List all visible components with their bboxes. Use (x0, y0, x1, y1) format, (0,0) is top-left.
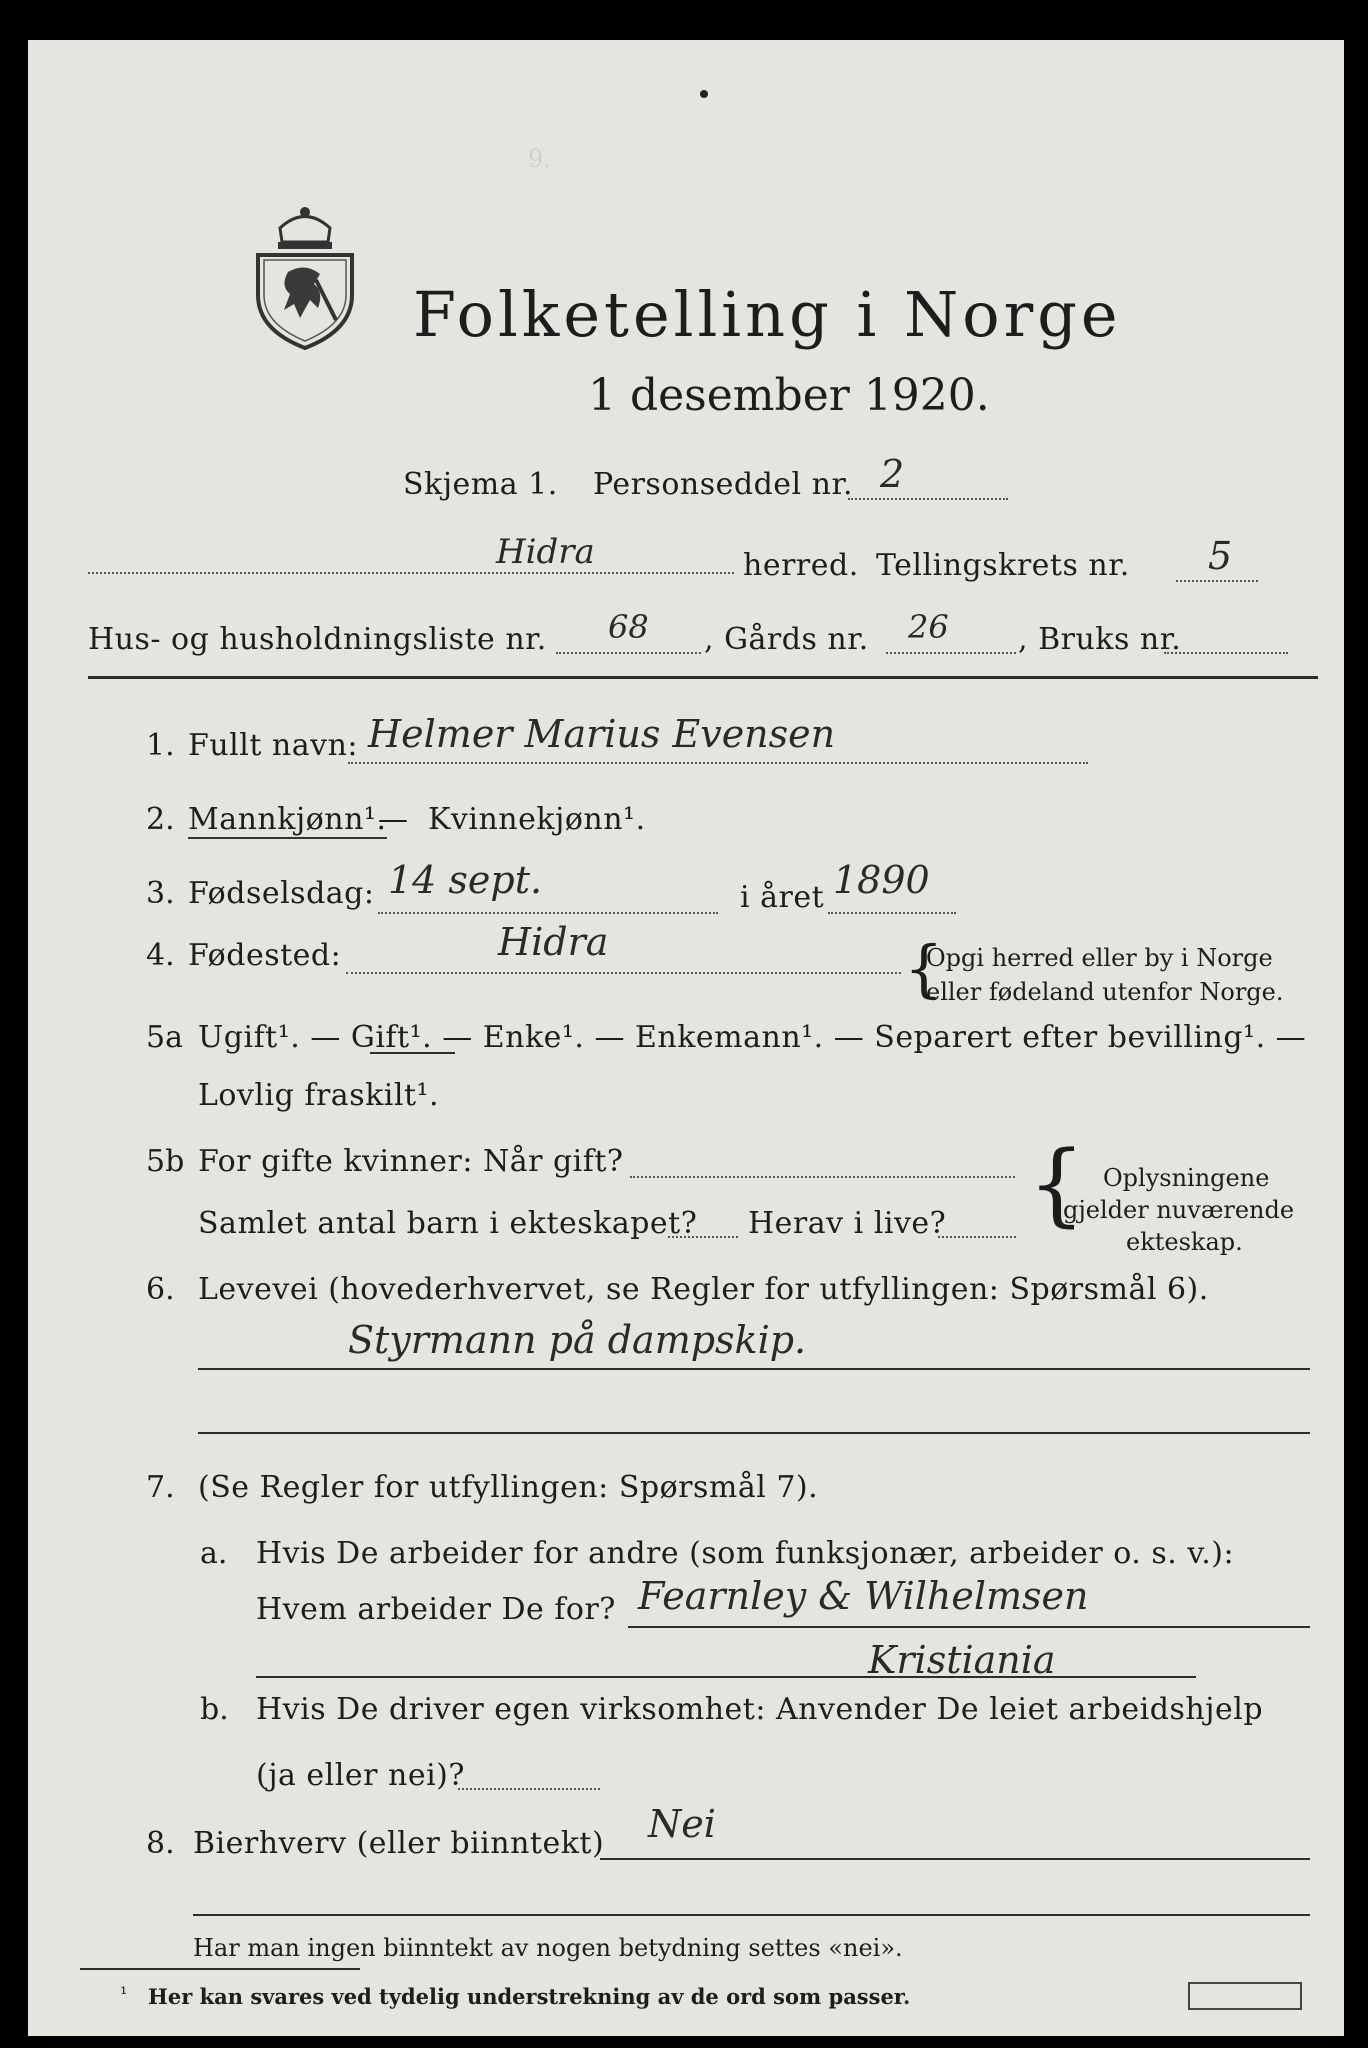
tellingskrets-label: Tellingskrets nr. (876, 548, 1130, 583)
q7b-line2: (ja eller nei)? (256, 1758, 465, 1793)
footnote-divider (80, 1968, 360, 1970)
q4-brace: { (904, 932, 944, 1005)
year-dotted-line (828, 912, 956, 914)
q8-line2 (193, 1914, 1310, 1916)
q5a-number: 5a (146, 1020, 183, 1055)
q4-label: Fødested: (188, 938, 342, 973)
gift-underline (370, 1052, 455, 1054)
q4-note-line1: Opgi herred eller by i Norge (926, 944, 1273, 972)
q3-dotted-line (378, 912, 718, 914)
marital-status-divorced[interactable]: Lovlig fraskilt¹. (198, 1078, 440, 1113)
q5b-note1: Oplysningene (1103, 1164, 1270, 1192)
q1-label: Fullt navn: (188, 728, 359, 763)
hus-label: Hus- og husholdningsliste nr. (88, 622, 547, 657)
employer-line1 (628, 1626, 1310, 1628)
q7b-line1: Hvis De driver egen virksomhet: Anvender De leiet arbeidshjelp (256, 1692, 1264, 1727)
gards-dotted-line (886, 652, 1016, 654)
q4-dotted-line (346, 972, 901, 974)
year-label: i året (740, 880, 825, 915)
form-date: 1 desember 1920. (588, 370, 990, 421)
hus-value[interactable]: 68 (608, 608, 649, 646)
birthplace-value[interactable]: Hidra (498, 920, 609, 964)
q6-line1 (198, 1368, 1310, 1370)
q7b-number: b. (200, 1692, 229, 1727)
birth-year-value[interactable]: 1890 (833, 858, 930, 902)
q1-number: 1. (146, 728, 175, 763)
side-income-value[interactable]: Nei (648, 1802, 716, 1846)
full-name-value[interactable]: Helmer Marius Evensen (368, 712, 836, 756)
q5b-line1: For gifte kvinner: Når gift? (198, 1144, 624, 1179)
herred-value[interactable]: Hidra (496, 532, 595, 572)
female-option[interactable]: Kvinnekjønn¹. (428, 802, 646, 837)
footnote-mark: ¹ (120, 1984, 128, 2005)
q5b-children-label: Samlet antal barn i ekteskapet? (198, 1206, 698, 1241)
q7b-dotted-line (458, 1788, 600, 1790)
q4-number: 4. (146, 938, 175, 973)
bleed-through-text: 9. (528, 145, 948, 173)
q6-line2 (198, 1432, 1310, 1434)
q5b-number: 5b (146, 1144, 185, 1179)
occupation-value[interactable]: Styrmann på dampskip. (348, 1318, 807, 1362)
footnote-text: Her kan svares ved tydelig understrekning av de ord som passer. (148, 1984, 911, 2009)
children-dotted-line (668, 1236, 738, 1238)
alive-dotted-line (938, 1236, 1016, 1238)
personseddel-value[interactable]: 2 (880, 452, 905, 496)
birthday-value[interactable]: 14 sept. (388, 858, 543, 902)
tellingskrets-dotted-line (1176, 580, 1258, 582)
tellingskrets-value[interactable]: 5 (1208, 534, 1233, 578)
q7-label: (Se Regler for utfyllingen: Spørsmål 7). (198, 1470, 819, 1505)
gards-label: , Gårds nr. (704, 622, 869, 657)
bruks-label: , Bruks nr. (1018, 622, 1182, 657)
q3-label: Fødselsdag: (188, 876, 375, 911)
q7a-line1: Hvis De arbeider for andre (som funksjonær, arbeider o. s. v.): (256, 1536, 1235, 1571)
bruks-dotted-line (1164, 652, 1288, 654)
hus-dotted-line (556, 652, 701, 654)
q8-line1 (600, 1858, 1310, 1860)
q5b-note3: ekteskap. (1126, 1228, 1243, 1256)
male-option[interactable]: Mannkjønn¹. (188, 802, 387, 837)
q6-label: Levevei (hovederhvervet, se Regler for utfyllingen: Spørsmål 6). (198, 1272, 1209, 1307)
q8-label: Bierhverv (eller biinntekt) (193, 1826, 605, 1861)
form-title: Folketelling i Norge (413, 278, 1122, 351)
personseddel-label: Personseddel nr. (593, 467, 854, 502)
census-form (28, 40, 1344, 2036)
q5b-alive-label: Herav i live? (748, 1206, 947, 1241)
q4-note-line2: eller fødeland utenfor Norge. (926, 978, 1284, 1006)
q2-number: 2. (146, 802, 175, 837)
q2-separator: — (378, 802, 409, 837)
q1-dotted-line (348, 762, 1088, 764)
q5b-note2: gjelder nuværende (1063, 1196, 1295, 1224)
personseddel-dotted-line (848, 498, 1008, 500)
q7-number: 7. (146, 1470, 175, 1505)
marital-status-options[interactable]: Ugift¹. — Gift¹. — Enke¹. — Enkemann¹. — Separert efter bevilling¹. — (198, 1020, 1307, 1055)
printer-stamp-icon (1188, 1982, 1302, 2010)
q7a-line2: Hvem arbeider De for? (256, 1592, 616, 1627)
employer-value[interactable]: Fearnley & Wilhelmsen (638, 1574, 1089, 1618)
header-divider (88, 676, 1318, 679)
employer-city-value[interactable]: Kristiania (868, 1638, 1056, 1682)
skjema-label: Skjema 1. (403, 467, 558, 502)
q6-number: 6. (146, 1272, 175, 1307)
q8-number: 8. (146, 1826, 175, 1861)
footer-note: Har man ingen biinntekt av nogen betydning settes «nei». (193, 1934, 903, 1962)
norwegian-coat-of-arms-icon (250, 200, 360, 350)
herred-dotted-line (88, 572, 734, 574)
q7a-number: a. (200, 1536, 228, 1571)
q5b-brace: { (1028, 1132, 1086, 1237)
ink-dot (700, 90, 708, 98)
gards-value[interactable]: 26 (908, 608, 949, 646)
herred-label: herred. (743, 548, 859, 583)
married-when-dotted-line (630, 1176, 1015, 1178)
q3-number: 3. (146, 876, 175, 911)
